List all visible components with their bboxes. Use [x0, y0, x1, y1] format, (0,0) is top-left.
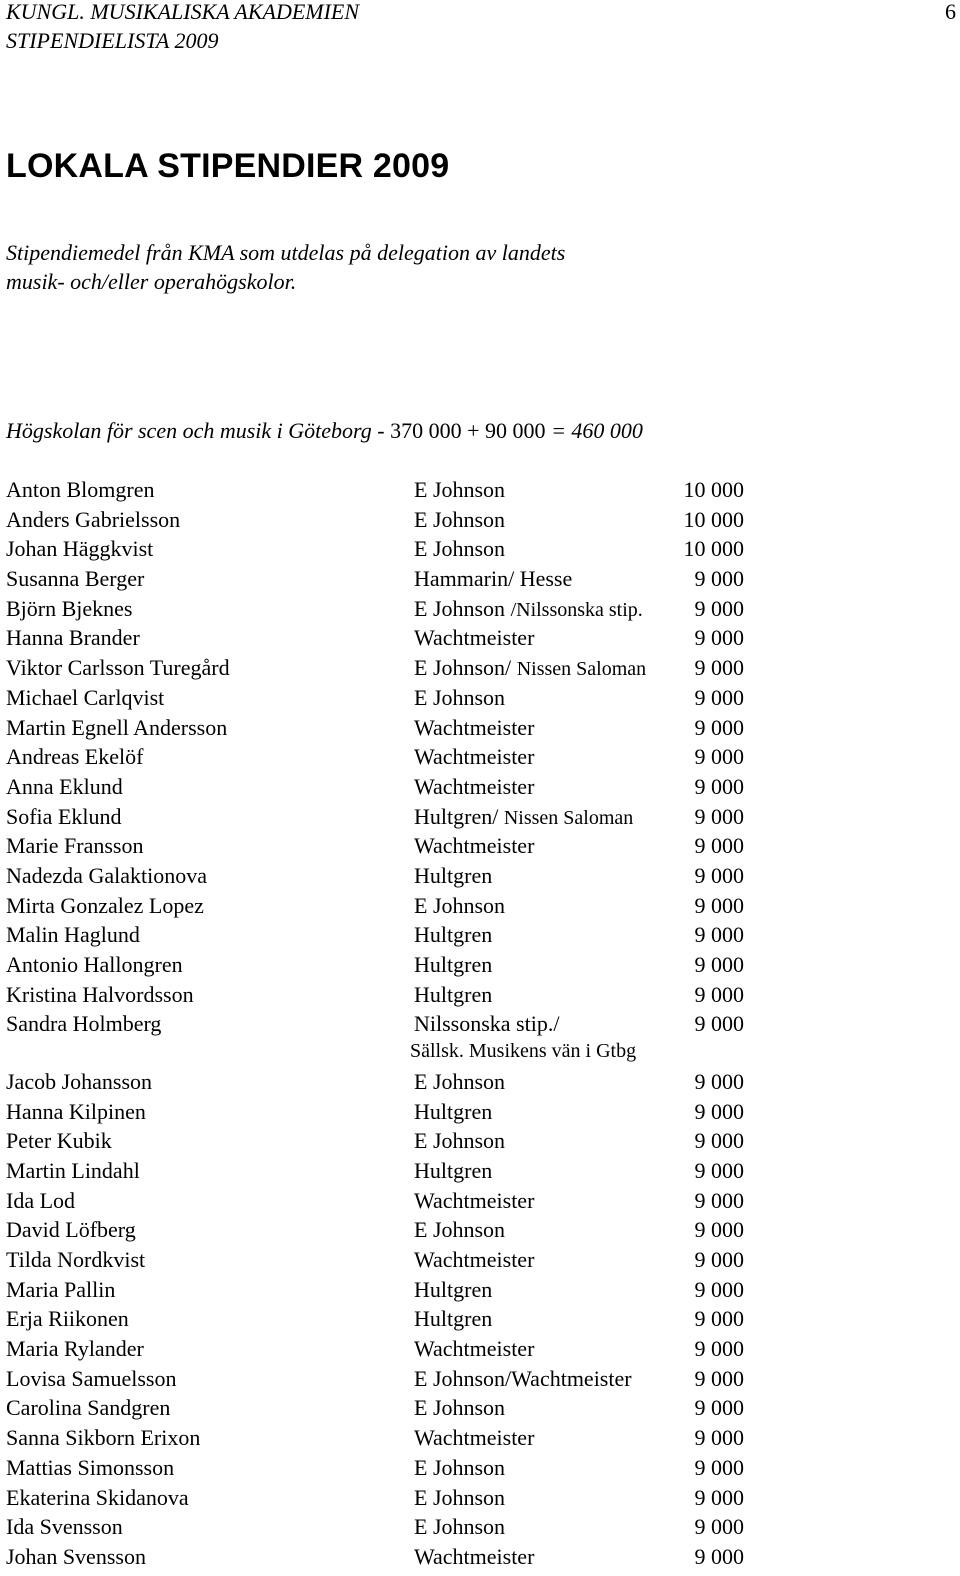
recipient-fund-main: E Johnson	[414, 1068, 506, 1094]
recipient-fund-main: E Johnson	[414, 892, 506, 918]
recipient-fund-main: E Johnson	[414, 506, 506, 532]
header-academy-name: KUNGL. MUSIKALISKA AKADEMIEN	[6, 0, 360, 24]
recipient-name: Kristina Halvordsson	[6, 981, 194, 1007]
recipient-amount: 9 000	[694, 1306, 744, 1332]
recipient-fund-main: E Johnson	[414, 1217, 506, 1243]
recipient-fund-main: E Johnson	[414, 1128, 506, 1154]
recipient-fund-main: Hultgren	[414, 952, 493, 977]
recipient-fund	[414, 1484, 505, 1512]
recipient-fund-main: E Johnson	[414, 477, 506, 502]
recipient-row	[6, 1394, 766, 1424]
recipient-row	[6, 1365, 766, 1395]
recipient-name: Malin Haglund	[6, 922, 140, 948]
recipient-fund	[414, 832, 534, 860]
recipient-fund-main: Wachtmeister	[414, 833, 535, 859]
recipient-fund	[414, 1010, 559, 1038]
recipient-amount: 9 000	[694, 655, 744, 681]
recipient-amount: 9 000	[694, 1098, 744, 1124]
recipient-name: Johan Häggkvist	[6, 536, 154, 562]
recipient-amount: 10 000	[683, 506, 744, 532]
recipient-fund-main: Nilssonska stip./	[414, 1011, 560, 1037]
recipient-amount: 9 000	[694, 714, 744, 740]
recipient-fund	[414, 1394, 505, 1422]
recipient-amount: 9 000	[694, 981, 744, 1007]
recipient-fund-line-2: Sällsk. Musikens vän i Gtbg	[410, 1040, 637, 1063]
recipient-name: Anton Blomgren	[6, 477, 155, 502]
recipient-amount: 9 000	[694, 1157, 744, 1183]
recipient-amount: 9 000	[694, 1365, 744, 1391]
recipient-amount: 9 000	[694, 1336, 744, 1362]
recipient-amount: 9 000	[694, 1011, 744, 1037]
recipient-fund	[414, 565, 572, 593]
recipient-name: Sanna Sikborn Erixon	[6, 1425, 201, 1451]
recipient-fund	[414, 1216, 505, 1244]
recipient-fund-main: E Johnson	[414, 1454, 506, 1480]
recipient-fund-main: Hultgren	[414, 922, 493, 948]
recipient-name: Anders Gabrielsson	[6, 506, 181, 532]
school-sum-parts: 370 000 + 90 000	[390, 418, 546, 443]
recipient-fund-main: Hammarin/ Hesse	[414, 566, 573, 592]
recipient-amount: 9 000	[694, 1395, 744, 1421]
recipient-fund-main: E Johnson	[414, 1395, 506, 1421]
recipient-amount: 10 000	[683, 477, 744, 502]
recipient-fund-main: Wachtmeister	[414, 744, 535, 770]
recipient-row	[6, 624, 766, 654]
recipient-amount: 9 000	[694, 1187, 744, 1213]
recipient-amount: 9 000	[694, 1247, 744, 1272]
recipient-row	[6, 595, 766, 625]
recipient-fund	[414, 1157, 492, 1185]
recipient-name: Tilda Nordkvist	[6, 1247, 146, 1272]
recipient-row	[6, 1068, 766, 1098]
recipient-amount: 9 000	[694, 1425, 744, 1451]
recipient-row	[6, 1305, 766, 1335]
recipient-fund	[414, 892, 505, 920]
recipient-fund	[414, 1187, 534, 1215]
recipient-fund-main: E Johnson	[414, 1484, 506, 1510]
recipient-amount: 9 000	[694, 595, 744, 621]
recipient-amount: 9 000	[694, 833, 744, 859]
recipient-fund	[414, 803, 633, 832]
recipient-fund	[414, 654, 646, 683]
recipient-fund	[414, 951, 492, 979]
recipient-fund-main: E Johnson	[414, 1514, 506, 1540]
recipient-name: Maria Pallin	[6, 1276, 116, 1302]
recipient-row	[6, 862, 766, 892]
recipient-name: David Löfberg	[6, 1217, 136, 1243]
recipient-fund-main: Wachtmeister	[414, 773, 535, 799]
recipient-row	[6, 743, 766, 773]
recipient-row	[6, 1127, 766, 1157]
recipient-row	[6, 535, 766, 565]
recipient-fund-main: Wachtmeister	[414, 1425, 535, 1451]
recipient-name: Lovisa Samuelsson	[6, 1365, 177, 1391]
recipient-fund	[414, 921, 492, 949]
recipient-row	[6, 1484, 766, 1514]
recipient-fund	[414, 1276, 492, 1304]
recipient-fund-main: E Johnson/Wachtmeister	[414, 1365, 632, 1391]
recipient-fund-main: E Johnson/	[414, 655, 517, 681]
recipient-row	[6, 1246, 766, 1276]
recipient-amount: 9 000	[694, 1276, 744, 1302]
recipient-amount: 9 000	[694, 892, 744, 918]
recipient-fund-secondary: Nissen Saloman	[503, 806, 634, 829]
recipient-amount: 9 000	[694, 1514, 744, 1540]
recipient-fund-main: E Johnson	[414, 595, 511, 621]
recipient-name: Jacob Johansson	[6, 1068, 153, 1094]
recipient-fund	[414, 773, 534, 801]
recipient-fund	[414, 1424, 534, 1452]
recipient-amount: 9 000	[694, 566, 744, 592]
recipient-name: Anna Eklund	[6, 773, 123, 799]
recipient-name: Peter Kubik	[6, 1128, 112, 1154]
recipient-amount: 9 000	[694, 684, 744, 710]
recipient-row	[6, 1424, 766, 1454]
recipient-row	[6, 1513, 766, 1543]
school-name: Högskolan för scen och musik i Göteborg -	[6, 418, 391, 443]
recipient-amount: 9 000	[694, 922, 744, 948]
recipient-row	[6, 921, 766, 951]
recipient-row	[6, 1276, 766, 1306]
recipient-name: Susanna Berger	[6, 566, 145, 592]
recipient-fund	[414, 595, 643, 624]
recipient-name: Björn Bjeknes	[6, 595, 133, 621]
recipient-fund-main: Hultgren	[414, 1306, 493, 1332]
intro-line-2: musik- och/eller operahögskolor.	[6, 269, 297, 294]
recipient-row	[6, 684, 766, 714]
recipient-amount: 10 000	[683, 536, 744, 562]
recipient-row	[6, 1187, 766, 1217]
recipient-fund-secondary: Nissen Saloman	[516, 658, 647, 681]
school-heading	[6, 417, 643, 445]
recipient-row	[6, 951, 766, 981]
recipient-amount: 9 000	[694, 1454, 744, 1480]
recipient-name: Mirta Gonzalez Lopez	[6, 892, 204, 918]
recipient-fund	[414, 1543, 534, 1571]
recipient-name: Hanna Brander	[6, 625, 140, 651]
recipient-fund-main: Hultgren	[414, 1157, 493, 1183]
recipient-row	[6, 1098, 766, 1128]
recipient-fund	[414, 1098, 492, 1126]
recipient-list	[6, 476, 766, 1573]
recipient-fund-main: Wachtmeister	[414, 625, 535, 651]
recipient-fund	[414, 1127, 505, 1155]
recipient-name: Sofia Eklund	[6, 803, 122, 829]
recipient-row	[6, 1543, 766, 1573]
recipient-amount: 9 000	[694, 1217, 744, 1243]
recipient-name: Andreas Ekelöf	[6, 744, 144, 770]
recipient-fund-main: Wachtmeister	[414, 1187, 535, 1213]
recipient-name: Viktor Carlsson Turegård	[6, 655, 230, 681]
recipient-row	[6, 832, 766, 862]
recipient-fund	[414, 1305, 492, 1333]
recipient-fund	[414, 1365, 632, 1393]
header-list-title: STIPENDIELISTA 2009	[6, 28, 219, 53]
recipient-fund-main: Hultgren	[414, 981, 493, 1007]
recipient-fund	[414, 1513, 505, 1541]
recipient-fund	[414, 1068, 505, 1096]
recipient-amount: 9 000	[694, 1484, 744, 1510]
recipient-row	[6, 803, 766, 833]
recipient-name: Maria Rylander	[6, 1336, 144, 1362]
recipient-fund-main: Wachtmeister	[414, 1543, 535, 1569]
recipient-fund-main: Hultgren	[414, 1276, 493, 1302]
recipient-row	[6, 1157, 766, 1187]
recipient-row	[6, 981, 766, 1011]
recipient-fund	[414, 1454, 505, 1482]
recipient-row	[6, 1335, 766, 1365]
school-total: = 460 000	[545, 418, 643, 443]
recipient-fund-main: Hultgren	[414, 1098, 493, 1124]
recipient-amount: 9 000	[694, 862, 744, 888]
recipient-fund-main: Hultgren/	[414, 803, 504, 829]
recipient-name: Carolina Sandgren	[6, 1395, 171, 1421]
recipient-name: Mattias Simonsson	[6, 1454, 175, 1480]
recipient-row	[6, 773, 766, 803]
recipient-fund	[414, 506, 505, 534]
recipient-name: Ida Svensson	[6, 1514, 123, 1540]
recipient-name: Michael Carlqvist	[6, 684, 165, 710]
recipient-row	[6, 565, 766, 595]
recipient-name: Antonio Hallongren	[6, 952, 183, 977]
recipient-amount: 9 000	[694, 625, 744, 651]
recipient-name: Ida Lod	[6, 1187, 76, 1213]
recipient-row	[6, 506, 766, 536]
page-title: LOKALA STIPENDIER 2009	[6, 147, 450, 185]
recipient-name: Nadezda Galaktionova	[6, 862, 207, 888]
recipient-amount: 9 000	[694, 803, 744, 829]
recipient-amount: 9 000	[694, 1128, 744, 1154]
recipient-amount: 9 000	[694, 952, 744, 977]
recipient-fund	[414, 981, 492, 1009]
recipient-row	[6, 1010, 766, 1068]
recipient-name: Martin Lindahl	[6, 1157, 140, 1183]
recipient-fund	[414, 862, 492, 890]
recipient-amount: 9 000	[694, 773, 744, 799]
recipient-fund	[414, 1335, 534, 1363]
recipient-row	[6, 1216, 766, 1246]
recipient-row	[6, 892, 766, 922]
recipient-name: Johan Svensson	[6, 1543, 146, 1569]
recipient-amount: 9 000	[694, 744, 744, 770]
recipient-name: Marie Fransson	[6, 833, 144, 859]
recipient-row	[6, 476, 766, 506]
recipient-fund-main: Wachtmeister	[414, 714, 535, 740]
recipient-fund-main: Wachtmeister	[414, 1336, 535, 1362]
recipient-row	[6, 1454, 766, 1484]
recipient-fund	[414, 535, 505, 563]
recipient-fund	[414, 684, 505, 712]
recipient-amount: 9 000	[694, 1068, 744, 1094]
recipient-fund-main: E Johnson	[414, 684, 506, 710]
recipient-name: Erja Riikonen	[6, 1306, 129, 1332]
recipient-row	[6, 714, 766, 744]
recipient-name: Martin Egnell Andersson	[6, 714, 228, 740]
recipient-fund	[414, 624, 534, 652]
recipient-row	[6, 654, 766, 684]
recipient-fund-main: Hultgren	[414, 862, 493, 888]
recipient-fund-main: E Johnson	[414, 536, 506, 562]
recipient-fund	[414, 476, 505, 504]
recipient-name: Sandra Holmberg	[6, 1011, 162, 1037]
recipient-fund	[414, 743, 534, 771]
intro-line-1: Stipendiemedel från KMA som utdelas på delegation av landets	[6, 240, 566, 265]
recipient-fund-secondary: /Nilssonska stip.	[510, 598, 643, 621]
page-number: 6	[945, 0, 956, 24]
recipient-amount: 9 000	[694, 1543, 744, 1569]
recipient-fund	[414, 1246, 534, 1274]
recipient-name: Ekaterina Skidanova	[6, 1484, 189, 1510]
recipient-fund	[414, 714, 534, 742]
recipient-fund-main: Wachtmeister	[414, 1247, 535, 1272]
recipient-name: Hanna Kilpinen	[6, 1098, 146, 1124]
